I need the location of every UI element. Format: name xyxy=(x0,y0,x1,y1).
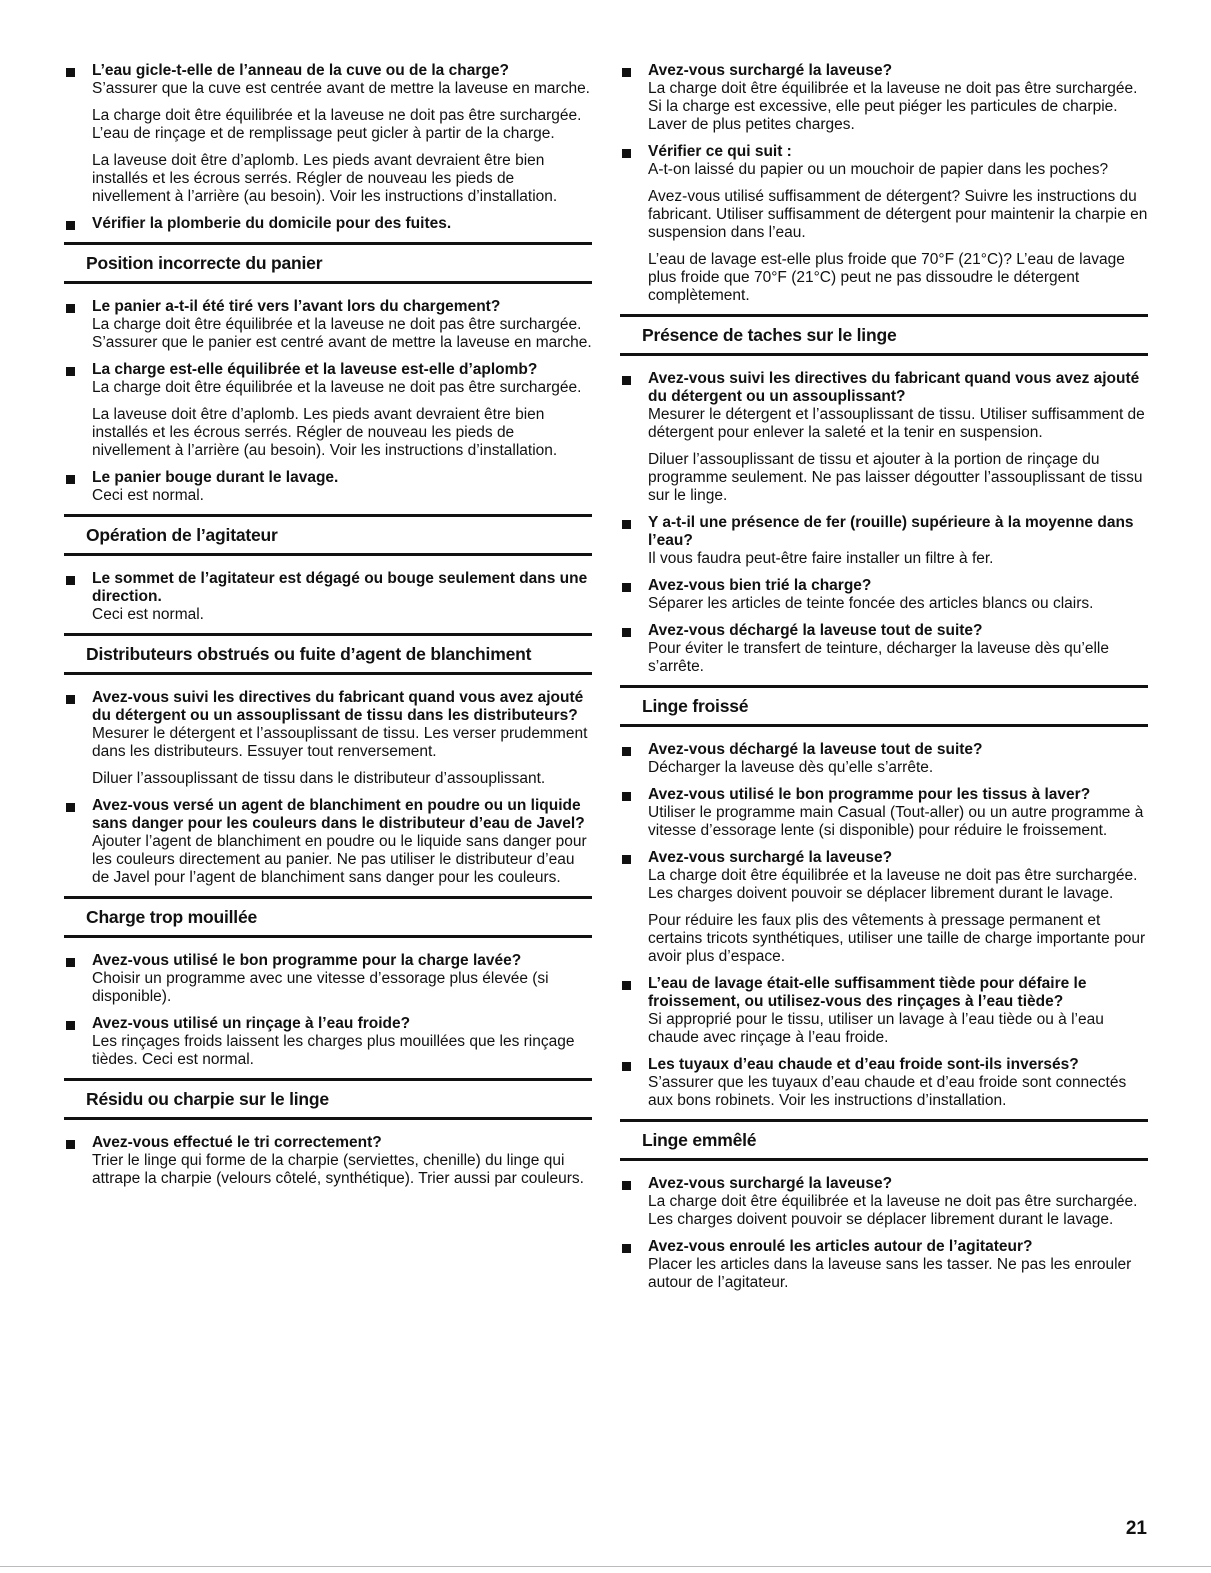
section-rule-bottom xyxy=(620,724,1148,727)
item-paragraph: Placer les articles dans la laveuse sans les tasser. Ne pas les enrouler autour de l’agitateur. xyxy=(648,1256,1132,1291)
square-bullet-icon xyxy=(66,695,75,704)
item-paragraph: Avez-vous utilisé suffisamment de détergent? Suivre les instructions du fabricant. Utiliser suffisamment de détergent pour maintenir la charpie en suspension dans l’eau. xyxy=(648,188,1148,241)
item-question: Avez-vous utilisé un rinçage à l’eau froide? xyxy=(92,1015,411,1032)
section-title: Présence de taches sur le linge xyxy=(642,325,897,345)
square-bullet-icon xyxy=(622,981,631,990)
item-paragraph: Séparer les articles de teinte foncée des articles blancs ou clairs. xyxy=(648,595,1094,612)
item-question: Avez-vous utilisé le bon programme pour les tissus à laver? xyxy=(648,786,1091,803)
item-question: Le sommet de l’agitateur est dégagé ou bouge seulement dans une direction. xyxy=(92,570,588,605)
item-paragraph: L’eau de lavage est-elle plus froide que 70°F (21°C)? L’eau de lavage plus froide que 70°F (21°C) peut ne pas dissoudre le détergent complètement. xyxy=(648,251,1125,304)
item-question: Le panier a-t-il été tiré vers l’avant lors du chargement? xyxy=(92,298,501,315)
item-question: Avez-vous bien trié la charge? xyxy=(648,577,872,594)
troubleshooting-item xyxy=(620,143,1148,305)
section-rule-bottom xyxy=(64,1117,592,1120)
section-rule-bottom xyxy=(64,553,592,556)
item-paragraph: Diluer l’assouplissant de tissu dans le distributeur d’assouplissant. xyxy=(92,770,546,787)
item-paragraph: La laveuse doit être d’aplomb. Les pieds avant devraient être bien installés et les écrous serrés. Régler de nouveau les pieds de nivellement à l’arrière (au besoin). Voir les instructions d’installation. xyxy=(92,152,558,205)
item-question: Y a-t-il une présence de fer (rouille) supérieure à la moyenne dans l’eau? xyxy=(648,514,1134,549)
item-question: L’eau de lavage était-elle suffisamment tiède pour défaire le froissement, ou utilisez-vous des rinçages à l’eau tiède? xyxy=(648,975,1087,1010)
square-bullet-icon xyxy=(622,855,631,864)
item-paragraph: Mesurer le détergent et l’assouplissant de tissu. Les verser prudemment dans les distributeurs. Essuyer tout renversement. xyxy=(92,725,588,760)
item-question: Avez-vous enroulé les articles autour de l’agitateur? xyxy=(648,1238,1033,1255)
item-question: Les tuyaux d’eau chaude et d’eau froide sont-ils inversés? xyxy=(648,1056,1079,1073)
section-header xyxy=(620,314,1148,356)
section-header xyxy=(64,514,592,556)
square-bullet-icon xyxy=(622,376,631,385)
section-rule-bottom xyxy=(64,672,592,675)
item-paragraph: Les rinçages froids laissent les charges plus mouillées que les rinçage tièdes. Ceci est normal. xyxy=(92,1033,575,1068)
square-bullet-icon xyxy=(66,304,75,313)
troubleshooting-item xyxy=(620,975,1148,1047)
troubleshooting-item xyxy=(64,952,592,1006)
square-bullet-icon xyxy=(66,576,75,585)
left-column xyxy=(64,62,592,1197)
item-paragraph: La charge doit être équilibrée et la laveuse ne doit pas être surchargée. L’eau de rinçage et de remplissage peut gicler à partir de la charge. xyxy=(92,107,582,142)
square-bullet-icon xyxy=(622,1062,631,1071)
section-rule-bottom xyxy=(620,353,1148,356)
item-paragraph: Ajouter l’agent de blanchiment en poudre ou le liquide sans danger pour les couleurs directement au panier. Ne pas utiliser le distributeur d’eau de Javel pour l’agent de blanchiment sans danger pour les couleurs. xyxy=(92,833,587,886)
troubleshooting-item xyxy=(620,786,1148,840)
item-paragraph: La laveuse doit être d’aplomb. Les pieds avant devraient être bien installés et les écrous serrés. Régler de nouveau les pieds de nivellement à l’arrière (au besoin). Voir les instructions d’installation. xyxy=(92,406,558,459)
square-bullet-icon xyxy=(66,1140,75,1149)
section-header xyxy=(64,1078,592,1120)
item-question: Avez-vous suivi les directives du fabricant quand vous avez ajouté du détergent ou un assouplissant de tissu dans les distributeurs? xyxy=(92,689,584,724)
footer-rule xyxy=(0,1566,1211,1567)
item-question: Vérifier la plomberie du domicile pour des fuites. xyxy=(92,215,452,232)
section-title: Linge froissé xyxy=(642,696,749,716)
item-paragraph: Si approprié pour le tissu, utiliser un lavage à l’eau tiède ou à l’eau chaude avec rinçage à l’eau froide. xyxy=(648,1011,1104,1046)
item-question: La charge est-elle équilibrée et la laveuse est-elle d’aplomb? xyxy=(92,361,538,378)
troubleshooting-item xyxy=(620,1056,1148,1110)
item-question: Avez-vous surchargé la laveuse? xyxy=(648,62,893,79)
square-bullet-icon xyxy=(66,68,75,77)
square-bullet-icon xyxy=(622,792,631,801)
section-title: Opération de l’agitateur xyxy=(86,525,278,545)
troubleshooting-item xyxy=(64,361,592,460)
item-question: Le panier bouge durant le lavage. xyxy=(92,469,339,486)
troubleshooting-item xyxy=(620,1175,1148,1229)
square-bullet-icon xyxy=(622,583,631,592)
item-paragraph: Trier le linge qui forme de la charpie (serviettes, chenille) du linge qui attrape la charpie (velours côtelé, synthétique). Trier aussi par couleurs. xyxy=(92,1152,584,1187)
section-header xyxy=(64,896,592,938)
troubleshooting-item xyxy=(620,370,1148,505)
troubleshooting-item xyxy=(64,689,592,788)
section-title: Résidu ou charpie sur le linge xyxy=(86,1089,329,1109)
item-paragraph: Ceci est normal. xyxy=(92,487,204,504)
item-question: Avez-vous surchargé la laveuse? xyxy=(648,849,893,866)
square-bullet-icon xyxy=(622,628,631,637)
item-question: Avez-vous versé un agent de blanchiment en poudre ou un liquide sans danger pour les couleurs dans le distributeur d’eau de Javel? xyxy=(92,797,585,832)
item-question: Avez-vous utilisé le bon programme pour la charge lavée? xyxy=(92,952,522,969)
square-bullet-icon xyxy=(66,803,75,812)
item-question: Vérifier ce qui suit : xyxy=(648,143,792,160)
square-bullet-icon xyxy=(622,1244,631,1253)
troubleshooting-item xyxy=(620,577,1148,613)
troubleshooting-item xyxy=(64,570,592,624)
item-paragraph: S’assurer que la cuve est centrée avant de mettre la laveuse en marche. xyxy=(92,80,590,97)
square-bullet-icon xyxy=(66,958,75,967)
troubleshooting-item xyxy=(620,741,1148,777)
square-bullet-icon xyxy=(622,68,631,77)
square-bullet-icon xyxy=(622,149,631,158)
item-paragraph: La charge doit être équilibrée et la laveuse ne doit pas être surchargée. Les charges doivent pouvoir se déplacer librement durant le lavage. xyxy=(648,867,1138,902)
square-bullet-icon xyxy=(622,520,631,529)
section-header xyxy=(620,685,1148,727)
troubleshooting-item xyxy=(620,849,1148,966)
item-paragraph: Décharger la laveuse dès qu’elle s’arrête. xyxy=(648,759,934,776)
section-title: Linge emmêlé xyxy=(642,1130,757,1150)
troubleshooting-item xyxy=(620,514,1148,568)
troubleshooting-item xyxy=(64,797,592,887)
section-rule-bottom xyxy=(64,935,592,938)
item-paragraph: Ceci est normal. xyxy=(92,606,204,623)
section-rule-bottom xyxy=(64,281,592,284)
item-paragraph: Diluer l’assouplissant de tissu et ajouter à la portion de rinçage du programme seulement. Ne pas laisser dégoutter l’assouplissant de tissu sur le linge. xyxy=(648,451,1143,504)
section-header xyxy=(64,633,592,675)
troubleshooting-item xyxy=(620,1238,1148,1292)
item-paragraph: La charge doit être équilibrée et la laveuse ne doit pas être surchargée. S’assurer que le panier est centré avant de mettre la laveuse en marche. xyxy=(92,316,592,351)
square-bullet-icon xyxy=(66,367,75,376)
section-header xyxy=(620,1119,1148,1161)
troubleshooting-item xyxy=(64,215,592,233)
item-question: Avez-vous déchargé la laveuse tout de suite? xyxy=(648,622,983,639)
item-question: Avez-vous suivi les directives du fabricant quand vous avez ajouté du détergent ou un assouplissant? xyxy=(648,370,1140,405)
troubleshooting-item xyxy=(64,62,592,206)
item-paragraph: Pour éviter le transfert de teinture, décharger la laveuse dès qu’elle s’arrête. xyxy=(648,640,1109,675)
item-question: Avez-vous surchargé la laveuse? xyxy=(648,1175,893,1192)
right-column xyxy=(620,62,1148,1301)
item-question: L’eau gicle-t-elle de l’anneau de la cuve ou de la charge? xyxy=(92,62,509,79)
troubleshooting-item xyxy=(64,1015,592,1069)
troubleshooting-item xyxy=(620,622,1148,676)
item-paragraph: La charge doit être équilibrée et la laveuse ne doit pas être surchargée. Les charges doivent pouvoir se déplacer librement durant le lavage. xyxy=(648,1193,1138,1228)
item-paragraph: A-t-on laissé du papier ou un mouchoir de papier dans les poches? xyxy=(648,161,1109,178)
item-paragraph: Mesurer le détergent et l’assouplissant de tissu. Utiliser suffisamment de détergent pour enlever la saleté et la tenir en suspension. xyxy=(648,406,1145,441)
troubleshooting-item xyxy=(620,62,1148,134)
item-paragraph: S’assurer que les tuyaux d’eau chaude et d’eau froide sont connectés aux bons robinets. Voir les instructions d’installation. xyxy=(648,1074,1127,1109)
section-title: Position incorrecte du panier xyxy=(86,253,323,273)
page-number: 21 xyxy=(1125,1518,1147,1539)
square-bullet-icon xyxy=(622,747,631,756)
section-rule-bottom xyxy=(620,1158,1148,1161)
item-paragraph: Pour réduire les faux plis des vêtements à pressage permanent et certains tricots synthétiques, utiliser une taille de charge importante pour avoir plus d’espace. xyxy=(648,912,1146,965)
section-title: Charge trop mouillée xyxy=(86,907,258,927)
item-paragraph: Choisir un programme avec une vitesse d’essorage plus élevée (si disponible). xyxy=(92,970,549,1005)
item-paragraph: La charge doit être équilibrée et la laveuse ne doit pas être surchargée. xyxy=(92,379,582,396)
square-bullet-icon xyxy=(66,1021,75,1030)
troubleshooting-item xyxy=(64,469,592,505)
item-question: Avez-vous effectué le tri correctement? xyxy=(92,1134,382,1151)
item-paragraph: La charge doit être équilibrée et la laveuse ne doit pas être surchargée. Si la charge est excessive, elle peut piéger les particules de charpie. Laver de plus petites charges. xyxy=(648,80,1138,133)
section-title: Distributeurs obstrués ou fuite d’agent de blanchiment xyxy=(86,644,532,664)
item-paragraph: Il vous faudra peut-être faire installer un filtre à fer. xyxy=(648,550,994,567)
troubleshooting-item xyxy=(64,1134,592,1188)
item-paragraph: Utiliser le programme main Casual (Tout-aller) ou un autre programme à vitesse d’essorage lente (si disponible) pour réduire le froissement. xyxy=(648,804,1144,839)
troubleshooting-item xyxy=(64,298,592,352)
square-bullet-icon xyxy=(66,475,75,484)
square-bullet-icon xyxy=(622,1181,631,1190)
square-bullet-icon xyxy=(66,221,75,230)
item-question: Avez-vous déchargé la laveuse tout de suite? xyxy=(648,741,983,758)
section-header xyxy=(64,242,592,284)
